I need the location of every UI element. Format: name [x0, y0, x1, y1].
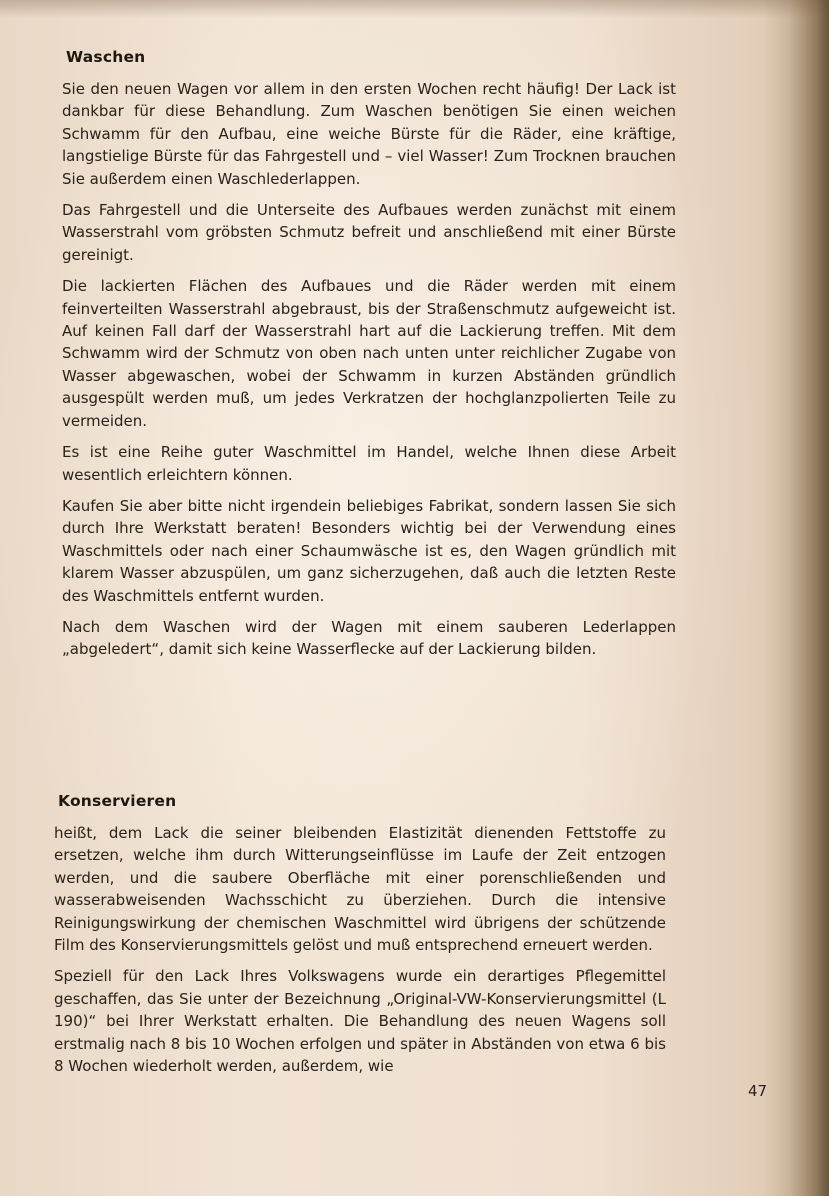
paragraph: Sie den neuen Wagen vor allem in den ersten Wochen recht häufig! Der Lack ist dankbar für diese Behandlung. Zum Waschen benötigen Sie einen weichen Schwamm für den Aufbau, eine weiche Bürste für die Räder, eine kräftige, langstielige Bürste für das Fahrgestell und – viel Wasser! Zum Trocknen brauchen Sie außerdem einen Waschlederlappen. [62, 80, 676, 188]
section-heading: Konservieren [58, 792, 177, 810]
paragraph: Es ist eine Reihe guter Waschmittel im Handel, welche Ihnen diese Arbeit wesentlich erleichtern können. [62, 443, 676, 484]
page-binding-edge [789, 0, 829, 1196]
paragraph: Kaufen Sie aber bitte nicht irgendein beliebiges Fabrikat, sondern lassen Sie sich durch Ihre Werkstatt beraten! Besonders wichtig bei der Verwendung eines Waschmittels oder nach einer Schaumwäsche ist es, den Wagen gründlich mit klarem Wasser abzuspülen, um ganz sicherzugehen, daß auch die letzten Reste des Waschmittels entfernt wurden. [62, 496, 676, 605]
paragraph: Speziell für den Lack Ihres Volkswagens wurde ein derartiges Pflegemittel geschaffen, das Sie unter der Bezeichnung „Original-VW-Konservierungsmittel (L 190)“ bei Ihrer Werkstatt erhalten. Die Behandlung des neuen Wagens soll erstmalig nach 8 bis 10 Wochen erfolgen und später in Abständen von etwa 6 bis 8 Wochen wiederholt werden, außerdem, wie [54, 967, 666, 1076]
section-waschen [62, 48, 676, 670]
paragraph: Nach dem Waschen wird der Wagen mit einem sauberen Lederlappen „abgeledert“, damit sich keine Wasserflecke auf der Lackierung bilden. [62, 617, 676, 659]
paragraph: Die lackierten Flächen des Aufbaues und die Räder werden mit einem feinverteilten Wasserstrahl abgebraust, bis der Straßenschmutz aufgeweicht ist. Auf keinen Fall darf der Wasserstrahl hart auf die Lackierung treffen. Mit dem Schwamm wird der Schmutz von oben nach unten unter reichlicher Zugabe von Wasser abgewaschen, wobei der Schwamm in kurzen Abständen gründlich ausgespült werden muß, um jedes Verkratzen der hochglanzpolierten Teile zu vermeiden. [62, 277, 676, 430]
section-heading: Waschen [66, 48, 146, 66]
paragraph: Das Fahrgestell und die Unterseite des Aufbaues werden zunächst mit einem Wasserstrahl vom gröbsten Schmutz befreit und anschließend mit einer Bürste gereinigt. [62, 201, 676, 264]
page-number: 47 [748, 1082, 768, 1100]
page-top-shadow [0, 0, 829, 18]
section-konservieren [54, 792, 666, 1086]
paragraph: heißt, dem Lack die seiner bleibenden Elastizität dienenden Fettstoffe zu ersetzen, welche ihm durch Witterungseinflüsse im Laufe der Zeit entzogen werden, und die saubere Oberfläche mit einer porenschließenden und wasserabweisenden Wachsschicht zu überziehen. Durch die intensive Reinigungswirkung der chemischen Waschmittel wird übrigens der schützende Film des Konservierungsmittels gelöst und muß entsprechend erneuert werden. [54, 824, 666, 955]
